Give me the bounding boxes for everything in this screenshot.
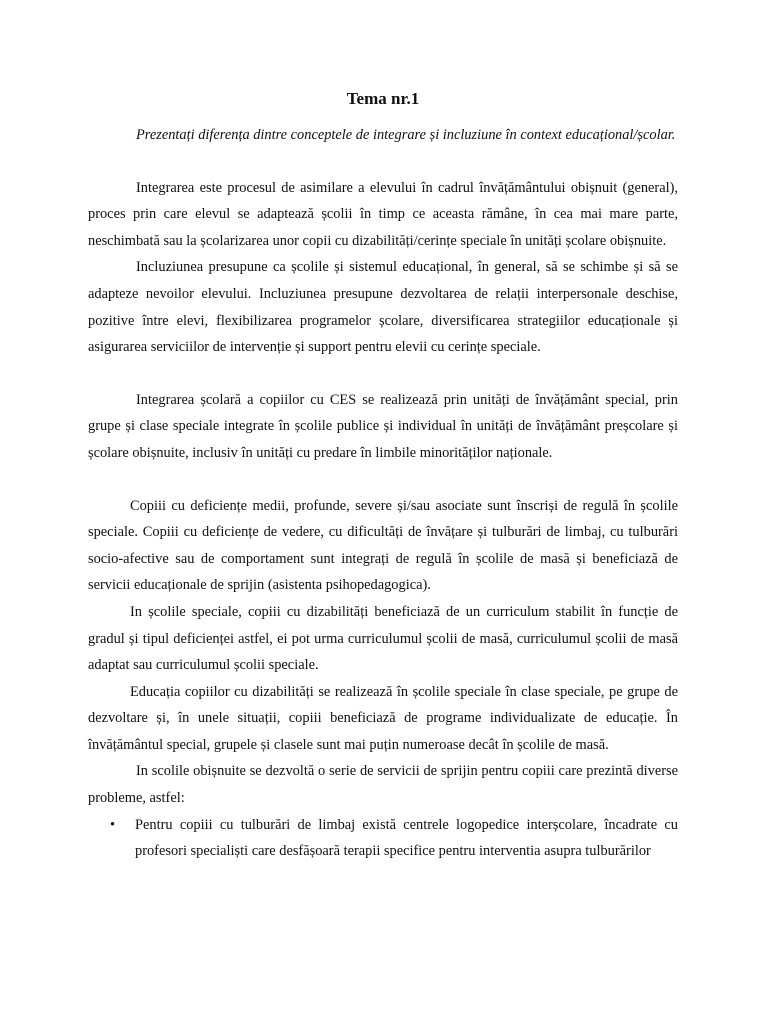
paragraph-ces-integration: Integrarea școlară a copiilor cu CES se realizează prin unități de învățământ special, prin grupe și clase speciale integrate în școlile publice și individual în unități de învățământ preșcolare și școlare obișnuite, inclusiv în unități cu predare în limbile minorităților naționale. [88, 391, 678, 461]
paragraph-integration: Integrarea este procesul de asimilare a elevului în cadrul învățământului obișnuit (general), proces prin care elevul se adaptează școlii în timp ce aceasta rămâne, în cea mai mare parte, neschimbată sau la școlarizarea unor copii cu dizabilități/cerințe speciale în unități școlare obișnuite. [88, 179, 678, 249]
document-title: Tema nr.1 [346, 89, 420, 108]
paragraph-support-services: In scolile obișnuite se dezvoltă o serie de servicii de sprijin pentru copiii care prezintă diverse probleme, astfel: [88, 763, 678, 807]
list-item [88, 812, 678, 865]
spacer [88, 467, 678, 493]
paragraph-special-schools: In școlile speciale, copiii cu dizabilități beneficiază de un curriculum stabilit în funcție de gradul și tipul deficienței astfel, ei pot urma curriculumul școlii de masă, curriculumul școlii de masă adaptat sau curriculumul școlii speciale. [88, 603, 678, 674]
paragraph-inclusion: Incluziunea presupune ca școlile și sistemul educațional, în general, să se schimbe și să se adapteze nevoilor elevului. Incluziunea presupune dezvoltarea de relații interpersonale deschise, pozitive între elevi, flexibilizarea programelor școlare, diversificarea strategiilor educaționale și asigurarea serviciilor de intervenție și support pentru elevii cu cerințe speciale. [88, 259, 678, 356]
paragraph-education: Educația copiilor cu dizabilități se realizează în școlile speciale în clase speciale, pe grupe de dezvoltare și, în unele situații, copiii beneficiază de programe individualizate de educație. În învățământul special, grupele și clasele sunt mai puțin numeroase decât în școlile de masă. [88, 683, 678, 753]
spacer [88, 361, 678, 387]
spacer [88, 149, 678, 175]
paragraph-deficiencies: Copiii cu deficiențe medii, profunde, severe și/sau asociate sunt înscriși de regulă în școlile speciale. Copiii cu deficiențe de vedere, cu dificultăți de învățare și tulburări de limbaj, cu tulburări socio-afective sau de comportament sunt integrați de regulă în școlile de masă și beneficiază de servicii educaționale de sprijin (asistenta psihopedagogica). [88, 497, 678, 594]
bullet-list [88, 812, 678, 865]
document-page [88, 86, 678, 865]
list-item-text: Pentru copiii cu tulburări de limbaj există centrele logopedice interșcolare, încadrate cu profesori specialiști care desfășoară terapii specifice pentru interventia asupra tulburărilor [135, 816, 678, 860]
bullet-icon: • [110, 816, 116, 833]
assignment-prompt: Prezentați diferența dintre conceptele de integrare și incluziune în context educațional/școlar. [136, 127, 676, 143]
